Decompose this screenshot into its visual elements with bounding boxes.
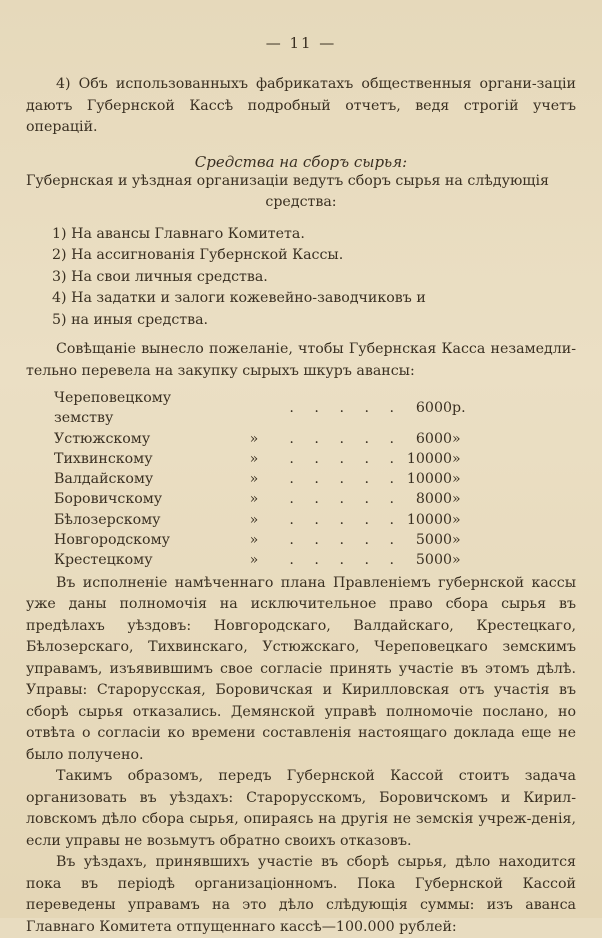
table-row bbox=[54, 388, 482, 429]
leader-dots: . . . . . bbox=[289, 511, 402, 528]
intro-line-2: средства: bbox=[265, 194, 337, 210]
task-paragraph: Такимъ образомъ, передъ Губернской Кассой стоитъ задача организовать въ уѣздахъ: Старорусскомъ, Боровичскомъ и Кирил-ловскомъ дѣло сбора сырья, опираясь на другiя не земскiя учреж-денiя, если управы не возьмутъ обратно своихъ отказовъ. bbox=[26, 768, 576, 849]
currency-unit: » bbox=[452, 511, 461, 528]
county-name: Череповецкому земству bbox=[54, 390, 172, 427]
funds-list-item: 1) На авансы Главнаго Комитета. bbox=[52, 225, 305, 242]
county-name: Новгородскому bbox=[54, 532, 170, 549]
ditto-mark: » bbox=[249, 552, 259, 569]
allocation-table bbox=[54, 388, 482, 571]
table-row bbox=[54, 510, 482, 530]
county-name: Боровичскому bbox=[54, 491, 163, 508]
leader-dots: . . . . . bbox=[289, 491, 402, 508]
execution-paragraph: Въ исполненiе намѣченнаго плана Правленiемъ губернской кассы уже даны полномочiя на исключительное право сбора сырья въ предѣлахъ уѣздовъ: Новгородскаго, Валдайскаго, Крестецкаго, Бѣлозерскаго, Тихвинскаго, Устюжскаго, Череповецкаго земскимъ управамъ, изъявившимъ свое согласiе принять участiе въ этомъ дѣлѣ. Управы: Старорусская, Боровичская и Кирилловская отъ участiя въ сборѣ сырья отказались. Демянской управѣ полномочiе послано, но отвѣта о согласiи ко времени составленiя настоящаго доклада еще не было получено. bbox=[26, 574, 576, 763]
county-name: Бѣлозерскому bbox=[54, 511, 161, 528]
amount: 10000 bbox=[406, 450, 452, 467]
table-row bbox=[54, 530, 482, 550]
table-row bbox=[54, 550, 482, 570]
ditto-mark: » bbox=[249, 450, 259, 467]
funds-list-item: 3) На свои личныя средства. bbox=[52, 268, 268, 285]
funds-list-item: 4) На задатки и залоги кожевейно-заводчиковъ и bbox=[52, 290, 426, 306]
leader-dots: . . . . . bbox=[289, 450, 402, 467]
item-4-paragraph: 4) Объ использованныхъ фабрикатахъ общественныя органи-зацiи даютъ Губернской Кассѣ подробный отчетъ, ведя строгiй учетъ операцiй. bbox=[26, 76, 576, 135]
leader-dots: . . . . . bbox=[289, 532, 402, 549]
ditto-mark: » bbox=[249, 430, 259, 447]
amount: 10000 bbox=[406, 471, 452, 488]
table-row bbox=[54, 449, 482, 469]
table-row bbox=[54, 489, 482, 509]
county-name: Тихвинскому bbox=[54, 450, 153, 467]
ditto-mark: » bbox=[249, 491, 259, 508]
amount: 10000 bbox=[406, 511, 452, 528]
amount: 5000 bbox=[415, 532, 452, 549]
currency-unit: » bbox=[452, 430, 461, 447]
page-number: — 11 — bbox=[265, 34, 337, 52]
ditto-mark: » bbox=[249, 532, 259, 549]
currency-unit: » bbox=[452, 471, 461, 488]
currency-unit: » bbox=[452, 491, 461, 508]
currency-unit: » bbox=[452, 552, 461, 569]
leader-dots: . . . . . bbox=[289, 552, 402, 569]
currency-unit: » bbox=[452, 532, 461, 549]
leader-dots: . . . . . bbox=[289, 400, 402, 417]
funds-list-item: 2) На ассигнованiя Губернской Кассы. bbox=[52, 247, 344, 263]
ditto-mark: » bbox=[249, 511, 259, 528]
section-heading: Средства на сборъ сырья: bbox=[194, 152, 408, 171]
amount: 6000 bbox=[415, 400, 452, 417]
currency-unit: » bbox=[452, 450, 461, 467]
amount: 8000 bbox=[415, 491, 452, 508]
county-name: Устюжскому bbox=[54, 430, 151, 447]
ditto-mark: » bbox=[249, 471, 259, 488]
funds-list bbox=[26, 224, 576, 332]
intro-line-1: Губернская и уѣздная организацiи ведутъ сборъ сырья на слѣдующiя bbox=[26, 172, 549, 189]
final-paragraph: Въ уѣздахъ, принявшихъ участiе въ сборѣ сырья, дѣло находится пока въ перiодѣ организацiонномъ. Пока Губернской Кассой переведены управамъ на это дѣло слѣдующiя суммы: изъ аванса Главнаго Комитета отпущеннаго кассѣ—100.000 рублей: bbox=[26, 854, 576, 935]
leader-dots: . . . . . bbox=[289, 430, 402, 447]
county-name: Крестецкому bbox=[54, 552, 153, 569]
funds-list-item: 5) на иныя средства. bbox=[52, 311, 209, 328]
amount: 5000 bbox=[415, 552, 452, 569]
county-name: Валдайскому bbox=[54, 471, 154, 488]
amount: 6000 bbox=[415, 430, 452, 447]
currency-unit: р. bbox=[452, 400, 466, 417]
resolution-paragraph: Совѣщанiе вынесло пожеланiе, чтобы Губернская Касса незамедли-тельно перевела на закупку сырыхъ шкуръ авансы: bbox=[26, 341, 576, 379]
table-row bbox=[54, 429, 482, 449]
ditto-mark bbox=[234, 388, 274, 429]
leader-dots: . . . . . bbox=[289, 471, 402, 488]
table-row bbox=[54, 469, 482, 489]
